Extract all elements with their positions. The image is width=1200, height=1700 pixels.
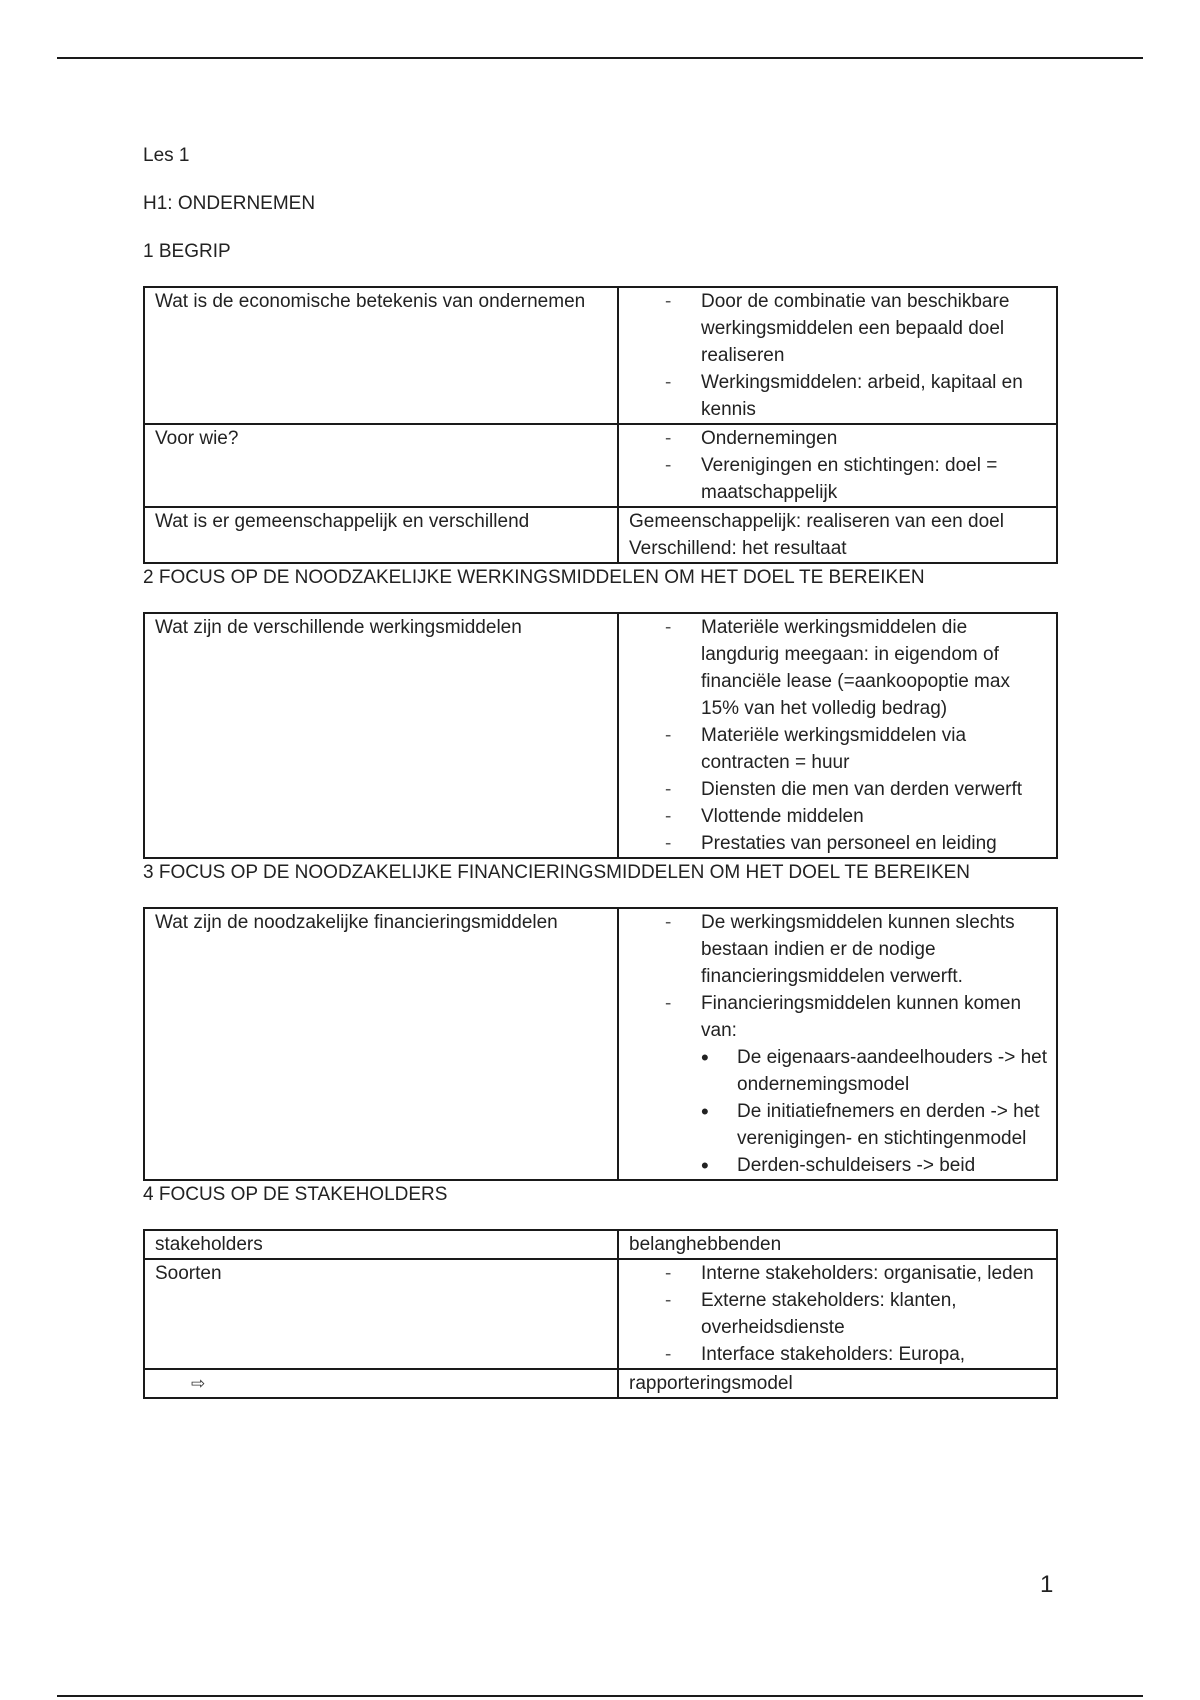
sub-list-item: • De eigenaars-aandeelhouders -> het ondernemingsmodel bbox=[701, 1044, 1050, 1098]
question-cell: Wat zijn de noodzakelijke financieringsmiddelen bbox=[144, 908, 618, 1180]
sub-list bbox=[701, 1044, 1050, 1179]
chapter-title: H1: ONDERNEMEN bbox=[143, 193, 316, 214]
list-item: - Ondernemingen bbox=[629, 425, 1050, 452]
question-cell: Voor wie? bbox=[144, 424, 618, 507]
list-item: - Werkingsmiddelen: arbeid, kapitaal en kennis bbox=[629, 369, 1050, 423]
section-title-stakeholders: 4 FOCUS OP DE STAKEHOLDERS bbox=[143, 1184, 448, 1205]
table-werkingsmiddelen bbox=[143, 612, 1058, 859]
table-row bbox=[144, 1259, 1057, 1369]
answer-list bbox=[629, 425, 1050, 506]
sub-list-item: • Derden-schuldeisers -> beid bbox=[701, 1152, 1050, 1179]
sub-list-item: • De initiatiefnemers en derden -> het verenigingen- en stichtingenmodel bbox=[701, 1098, 1050, 1152]
table-financieringsmiddelen bbox=[143, 907, 1058, 1181]
list-item bbox=[629, 990, 1050, 1179]
arrow-cell bbox=[144, 1369, 618, 1398]
table-row bbox=[144, 908, 1057, 1180]
table-row bbox=[144, 613, 1057, 858]
list-item-label: Financieringsmiddelen kunnen komen van: bbox=[701, 993, 1022, 1041]
header-rule bbox=[57, 57, 1143, 59]
answer-cell bbox=[618, 1259, 1057, 1369]
conclusion-cell: rapporteringsmodel bbox=[618, 1369, 1057, 1398]
answer-cell bbox=[618, 424, 1057, 507]
answer-cell bbox=[618, 287, 1057, 424]
list-item: - Door de combinatie van beschikbare werkingsmiddelen een bepaald doel realiseren bbox=[629, 288, 1050, 369]
list-item: - Vlottende middelen bbox=[629, 803, 1050, 830]
answer-cell bbox=[618, 613, 1057, 858]
table-row bbox=[144, 1369, 1057, 1398]
section-title-begrip: 1 BEGRIP bbox=[143, 241, 231, 262]
list-item: - Externe stakeholders: klanten, overheidsdienste bbox=[629, 1287, 1050, 1341]
answer-list bbox=[629, 614, 1050, 857]
answer-list bbox=[629, 1260, 1050, 1368]
list-item: - Materiële werkingsmiddelen die langdurig meegaan: in eigendom of financiële lease (=aankoopoptie max 15% van het volledig bedrag) bbox=[629, 614, 1050, 722]
section-title-werkingsmiddelen: 2 FOCUS OP DE NOODZAKELIJKE WERKINGSMIDDELEN OM HET DOEL TE BEREIKEN bbox=[143, 567, 925, 588]
list-item: - Materiële werkingsmiddelen via contracten = huur bbox=[629, 722, 1050, 776]
list-item: - Verenigingen en stichtingen: doel = maatschappelijk bbox=[629, 452, 1050, 506]
page-number: 1 bbox=[1040, 1571, 1054, 1598]
right-arrow-icon: ⇨ bbox=[191, 1374, 206, 1393]
question-cell: Soorten bbox=[144, 1259, 618, 1369]
section-title-financieringsmiddelen: 3 FOCUS OP DE NOODZAKELIJKE FINANCIERINGSMIDDELEN OM HET DOEL TE BEREIKEN bbox=[143, 862, 971, 883]
definition-cell: belanghebbenden bbox=[618, 1230, 1057, 1259]
question-cell: Wat is er gemeenschappelijk en verschillend bbox=[144, 507, 618, 563]
list-item: - Interne stakeholders: organisatie, leden bbox=[629, 1260, 1050, 1287]
table-row bbox=[144, 424, 1057, 507]
table-row bbox=[144, 287, 1057, 424]
answer-cell bbox=[618, 908, 1057, 1180]
table-row bbox=[144, 1230, 1057, 1259]
answer-list bbox=[629, 288, 1050, 423]
answer-cell bbox=[618, 507, 1057, 563]
term-cell: stakeholders bbox=[144, 1230, 618, 1259]
answer-list bbox=[629, 909, 1050, 1179]
list-item: - Interface stakeholders: Europa, bbox=[629, 1341, 1050, 1368]
question-cell: Wat zijn de verschillende werkingsmiddelen bbox=[144, 613, 618, 858]
document-body bbox=[143, 142, 1058, 1399]
footer-rule bbox=[57, 1695, 1143, 1697]
answer-line: Gemeenschappelijk: realiseren van een doel bbox=[629, 511, 1004, 532]
table-begrip bbox=[143, 286, 1058, 564]
table-row bbox=[144, 507, 1057, 563]
list-item: - Prestaties van personeel en leiding bbox=[629, 830, 1050, 857]
table-stakeholders bbox=[143, 1229, 1058, 1399]
question-cell: Wat is de economische betekenis van ondernemen bbox=[144, 287, 618, 424]
list-item: - Diensten die men van derden verwerft bbox=[629, 776, 1050, 803]
answer-line: Verschillend: het resultaat bbox=[629, 538, 847, 559]
list-item: - De werkingsmiddelen kunnen slechts bestaan indien er de nodige financieringsmiddelen verwerft. bbox=[629, 909, 1050, 990]
lesson-label: Les 1 bbox=[143, 145, 190, 166]
